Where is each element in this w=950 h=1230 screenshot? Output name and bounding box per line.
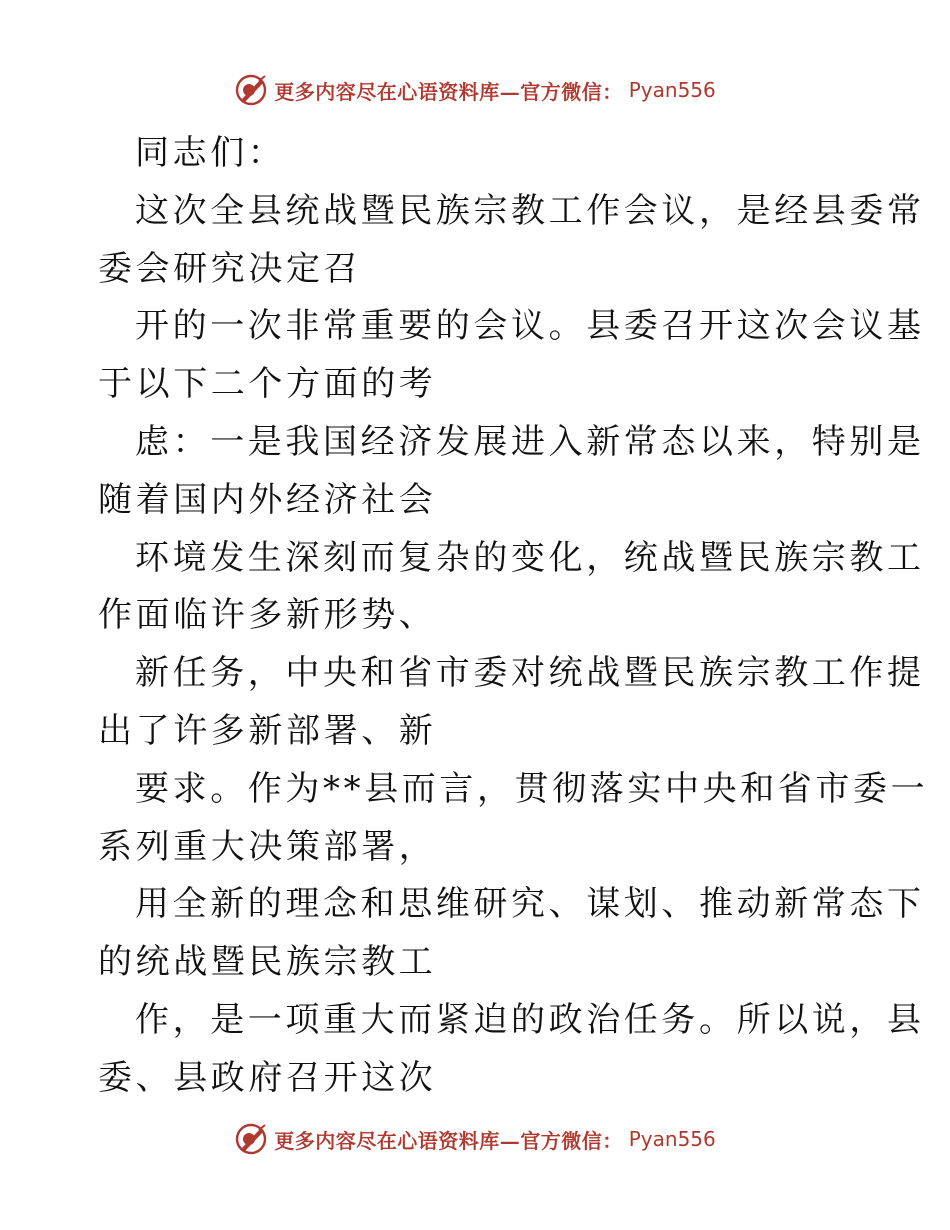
header-wechat-id: Pyan556 [628, 78, 716, 102]
pen-logo-icon [234, 1122, 268, 1156]
body-line: 随着国内外经济社会 [98, 479, 437, 520]
body-line: 的统战暨民族宗教工 [98, 942, 437, 983]
document-body [98, 125, 929, 1108]
footer-banner-text: 更多内容尽在心语资料库—官方微信： [274, 1128, 623, 1153]
body-line: 作，是一项重大而紧迫的政治任务。所以说，县 [135, 999, 925, 1040]
body-line: 开的一次非常重要的会议。县委召开这次会议基 [135, 306, 925, 347]
body-line: 作面临许多新形势、 [98, 595, 437, 636]
body-line: 委、县政府召开这次 [98, 1057, 437, 1098]
body-line: 环境发生深刻而复杂的变化，统战暨民族宗教工 [135, 537, 925, 578]
body-line: 用全新的理念和思维研究、谋划、推动新常态下 [135, 884, 925, 925]
body-line: 于以下二个方面的考 [98, 364, 437, 405]
pen-logo-icon [234, 73, 268, 107]
footer-banner [0, 1119, 950, 1159]
body-line: 系列重大决策部署， [98, 826, 437, 867]
body-line: 这次全县统战暨民族宗教工作会议，是经县委常 [135, 190, 925, 231]
body-line: 同志们： [135, 133, 286, 173]
body-line: 出了许多新部署、新 [98, 710, 437, 751]
body-line: 委会研究决定召 [98, 248, 362, 289]
body-line: 新任务，中央和省市委对统战暨民族宗教工作提 [135, 653, 925, 694]
body-line: 要求。作为**县而言，贯彻落实中央和省市委一 [135, 768, 929, 809]
header-banner [0, 70, 950, 110]
footer-wechat-id: Pyan556 [628, 1127, 716, 1151]
body-line: 虑：一是我国经济发展进入新常态以来，特别是 [135, 421, 925, 462]
header-banner-text: 更多内容尽在心语资料库—官方微信： [274, 79, 623, 104]
